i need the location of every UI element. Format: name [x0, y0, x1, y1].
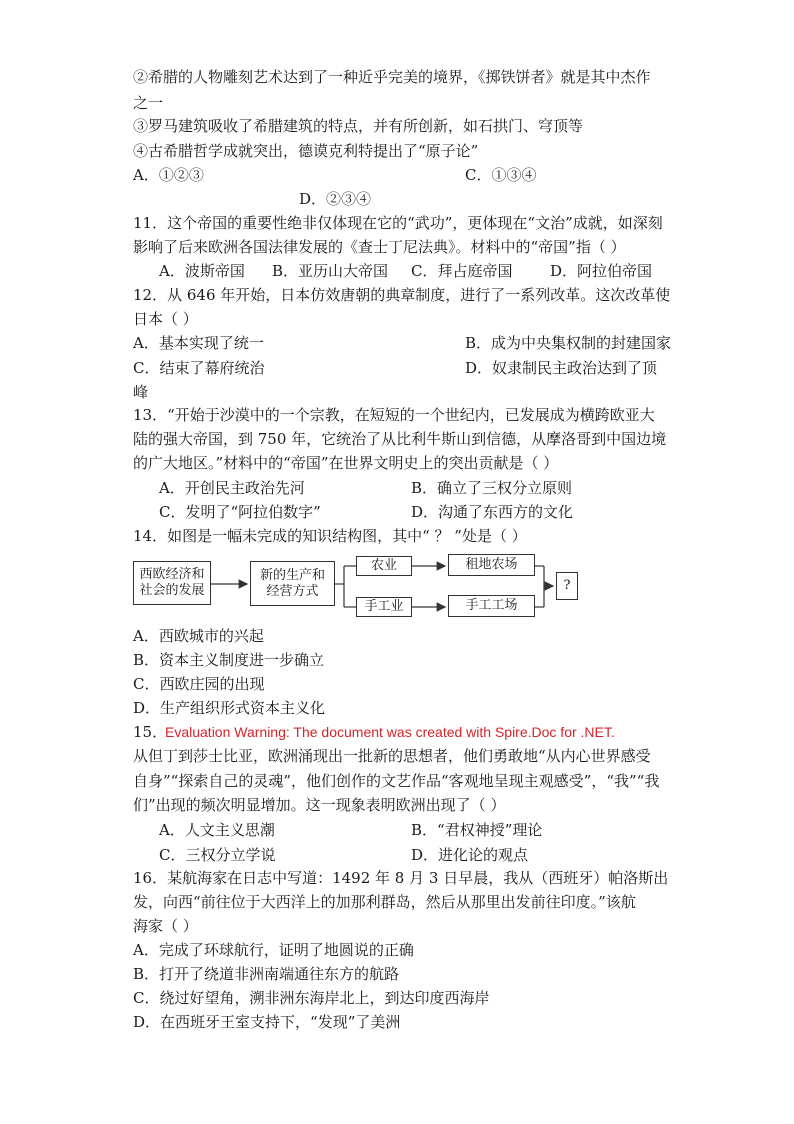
- option-b: B．资本主义制度进一步确立: [133, 651, 325, 669]
- text-line: 陆的强大帝国，到 750 年，它统治了从比利牛斯山到信德，从摩洛哥到中国边境: [133, 430, 667, 448]
- option-d: D．生产组织形式资本主义化: [133, 699, 326, 717]
- option-d: D．在西班牙王室支持下，“发现”了美洲: [133, 1013, 401, 1031]
- question-13: 13．“开始于沙漠中的一个宗教，在短短的一个世纪内，已发展成为横跨欧亚大: [133, 406, 655, 424]
- option-a: A．开创民主政治先河: [159, 479, 305, 497]
- box-label: 西欧经济和: [139, 567, 205, 582]
- option-c: C．三权分立学说: [159, 846, 276, 864]
- text-line: 们”出现的频次明显增加。这一现象表明欧洲出现了（ ）: [133, 796, 506, 814]
- option-b: B．成为中央集权制的封建国家: [465, 334, 672, 352]
- option-c: C．绕过好望角，溯非洲东海岸北上，到达印度西海岸: [133, 989, 490, 1007]
- text-line: 影响了后来欧洲各国法律发展的《查士丁尼法典》。材料中的“帝国”指（ ）: [133, 238, 626, 256]
- text-line: 之一: [133, 94, 164, 112]
- option-a: A．完成了环球航行，证明了地圆说的正确: [133, 941, 414, 959]
- box-agriculture: 农业: [356, 556, 412, 576]
- option-d: D．奴隶制民主政治达到了顶: [465, 359, 658, 377]
- option-a: A．西欧城市的兴起: [133, 627, 264, 645]
- text-line: ③罗马建筑吸收了希腊建筑的特点，并有所创新，如石拱门、穹顶等: [133, 117, 584, 135]
- option-d: D．沟通了东西方的文化: [411, 503, 574, 521]
- question-11: 11．这个帝国的重要性绝非仅体现在它的“武功”，更体现在“文治”成就，如深刻: [133, 214, 663, 232]
- question-14: 14．如图是一幅未完成的知识结构图，其中“ ？ ”处是（ ）: [133, 527, 527, 545]
- question-16: 16．某航海家在日志中写道：1492 年 8 月 3 日早晨，我从（西班牙）帕洛斯出: [133, 869, 669, 887]
- box-leased-farm: 租地农场: [448, 554, 535, 576]
- text-line: ④古希腊哲学成就突出，德谟克利特提出了“原子论”: [133, 142, 479, 160]
- option-a: A．波斯帝国: [159, 262, 245, 280]
- text-line: 自身”“探索自己的灵魂”，他们创作的文艺作品“客观地呈现主观感受”，“我”“我: [133, 772, 660, 790]
- question-15-number: 15．: [133, 723, 168, 741]
- option-c: C．西欧庄园的出现: [133, 675, 265, 693]
- option-a: A．①②③: [133, 166, 204, 184]
- option-d: D．②③④: [299, 190, 372, 208]
- box-workshop: 手工工场: [448, 595, 535, 617]
- text-line: 日本（ ）: [133, 310, 198, 328]
- option-b: B．打开了绕道非洲南端通往东方的航路: [133, 965, 400, 983]
- box-label: 新的生产和: [259, 567, 325, 583]
- text-line: 峰: [133, 383, 149, 401]
- option-b: B．亚历山大帝国: [272, 262, 389, 280]
- option-b: B．“君权神授”理论: [411, 821, 543, 839]
- text-line: 的广大地区。”材料中的“帝国”在世界文明史上的突出贡献是（ ）: [133, 454, 559, 472]
- option-a: A．基本实现了统一: [133, 334, 264, 352]
- option-c: C．结束了幕府统治: [133, 359, 265, 377]
- option-c: C．拜占庭帝国: [411, 262, 513, 280]
- box-new-production-method: [250, 561, 335, 606]
- option-c: C．发明了“阿拉伯数字”: [159, 503, 321, 521]
- text-line: 发，向西“前往位于大西洋上的加那利群岛，然后从那里出发前往印度。”该航: [133, 893, 636, 911]
- option-d: D．进化论的观点: [411, 846, 529, 864]
- box-label: 社会的发展: [139, 583, 205, 598]
- option-b: B．确立了三权分立原则: [411, 479, 573, 497]
- option-c: C．①③④: [465, 166, 537, 184]
- text-line: ②希腊的人物雕刻艺术达到了一种近乎完美的境界，《掷铁饼者》就是其中杰作: [133, 68, 651, 86]
- text-line: 海家（ ）: [133, 917, 198, 935]
- option-a: A．人文主义思潮: [159, 821, 275, 839]
- question-12: 12．从 646 年开始，日本仿效唐朝的典章制度，进行了一系列改革。这次改革使: [133, 286, 671, 304]
- option-d: D．阿拉伯帝国: [550, 262, 653, 280]
- box-west-europe-development: [133, 561, 211, 605]
- box-label: 经营方式: [266, 583, 319, 599]
- evaluation-warning: Evaluation Warning: The document was created with Spire.Doc for .NET.: [165, 724, 615, 740]
- box-unknown: ?: [556, 572, 578, 600]
- box-handicraft: 手工业: [356, 597, 412, 617]
- question-15: 从但丁到莎士比亚，欧洲涌现出一批新的思想者，他们勇敢地“从内心世界感受: [133, 747, 651, 765]
